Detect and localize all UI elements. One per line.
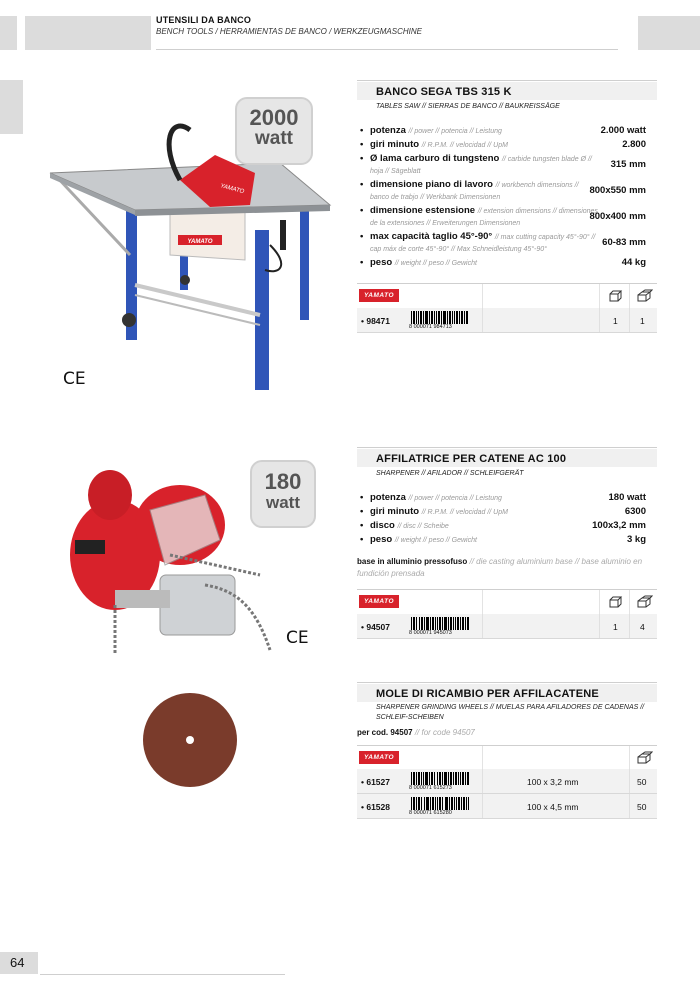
spec-alt: // power // potencia // Leistung bbox=[408, 128, 502, 135]
spec-alt: // extension dimensions // dimensiones de la extensiones // Erweiterungen Dimensionen bbox=[370, 208, 598, 227]
carton-icon bbox=[636, 595, 653, 609]
spec-alt: // weight // peso // Gewicht bbox=[394, 537, 477, 544]
brand-bar bbox=[357, 589, 657, 615]
spec-row: • giri minuto // R.P.M. // velocidad // UpM 6300 bbox=[360, 506, 646, 517]
svg-text:YAMATO: YAMATO bbox=[219, 183, 245, 196]
spec-label: peso bbox=[370, 257, 393, 268]
barcode-number: 8 000071 945073 bbox=[409, 630, 452, 636]
header-divider bbox=[156, 49, 618, 50]
carton-qty: 50 bbox=[637, 777, 647, 787]
table-row bbox=[357, 308, 657, 333]
note-bold: base in alluminio pressofuso bbox=[357, 557, 468, 566]
compatibility-note bbox=[357, 727, 653, 739]
header-left-tab bbox=[0, 16, 17, 50]
spec-row: • Ø lama carburo di tungsteno // carbide tungsten blade Ø // hoja // Sägeblatt 315 mm bbox=[360, 153, 646, 175]
spec-alt: // disc // Scheibe bbox=[397, 523, 449, 530]
spec-value: 315 mm bbox=[610, 159, 646, 170]
ce-mark: CE bbox=[63, 369, 86, 389]
spec-value: 180 watt bbox=[608, 492, 646, 503]
note-bold: per cod. 94507 bbox=[357, 728, 413, 737]
product-code: • 98471 bbox=[361, 316, 390, 326]
spec-alt: // carbide tungsten blade Ø // hoja // Sägeblatt bbox=[370, 156, 592, 175]
spec-value: 2.000 watt bbox=[600, 125, 646, 136]
spec-value: 3 kg bbox=[626, 534, 646, 545]
spec-label: peso bbox=[370, 534, 393, 545]
svg-text:YAMATO: YAMATO bbox=[187, 239, 213, 245]
spec-label: giri minuto bbox=[370, 506, 420, 517]
spec-label: potenza bbox=[370, 125, 406, 136]
power-badge bbox=[235, 97, 313, 165]
product-code: • 94507 bbox=[361, 622, 390, 632]
spec-label: dimensione estensione bbox=[370, 205, 476, 216]
product-subtitle: TABLES SAW // SIERRAS DE BANCO // BAUKREISSÄGE bbox=[376, 103, 560, 110]
product-subtitle: SHARPENER GRINDING WHEELS // MUELAS PARA AFILADORES DE CADENAS // SCHLEIF-SCHEIBEN bbox=[376, 704, 645, 721]
badge-value: 180 bbox=[264, 469, 302, 494]
product-title: AFFILATRICE PER CATENE AC 100 bbox=[376, 453, 567, 465]
pack-qty: 1 bbox=[613, 622, 618, 632]
box-icon bbox=[608, 595, 624, 609]
grinding-wheel-image bbox=[140, 692, 240, 792]
product-code: • 61527 bbox=[361, 777, 390, 787]
brand-logo: YAMATO bbox=[359, 751, 399, 764]
spec-alt: // weight // peso // Gewicht bbox=[394, 260, 477, 267]
pack-qty: 1 bbox=[613, 316, 618, 326]
carton-qty: 4 bbox=[640, 622, 645, 632]
spec-label: max capacità taglio 45°-90° bbox=[370, 231, 493, 242]
spec-alt: // R.P.M. // velocidad // UpM bbox=[421, 509, 508, 516]
box-icon bbox=[608, 289, 624, 303]
spec-row: • potenza // power // potencia // Leistung 180 watt bbox=[360, 492, 646, 503]
saw-leg bbox=[300, 210, 309, 320]
spec-value: 2.800 bbox=[622, 139, 646, 150]
spec-row: • dimensione piano di lavoro // workbench dimensions // banco de trabjo // Werkbank Dimensionen 800x550 mm bbox=[360, 179, 646, 201]
section-divider bbox=[357, 682, 657, 683]
badge-value: 2000 bbox=[249, 105, 299, 130]
spec-row: • peso // weight // peso // Gewicht 3 kg bbox=[360, 534, 646, 545]
note-alt: // for code 94507 bbox=[412, 728, 475, 737]
wheel-size: 100 x 4,5 mm bbox=[527, 802, 579, 812]
spec-value: 800x400 mm bbox=[589, 211, 646, 222]
spec-alt: // power // potencia // Leistung bbox=[408, 495, 502, 502]
badge-unit: watt bbox=[266, 493, 300, 512]
page-number: 64 bbox=[0, 952, 38, 974]
ce-mark: CE bbox=[286, 628, 309, 648]
brand-bar bbox=[357, 745, 657, 771]
spec-alt: // R.P.M. // velocidad // UpM bbox=[421, 142, 508, 149]
spec-label: potenza bbox=[370, 492, 406, 503]
spec-value: 60-83 mm bbox=[602, 237, 646, 248]
table-row bbox=[357, 614, 657, 639]
saw-leg bbox=[255, 230, 269, 390]
carton-qty: 50 bbox=[637, 802, 647, 812]
spec-row: • max capacità taglio 45°-90° // max cutting capacity 45°-90° // cap máx de corte 45°-90° // Max Schneidleistung 45°-90° 60-83 mm bbox=[360, 231, 646, 253]
spec-row: • dimensione estensione // extension dimensions // dimensiones de la extensiones // Erweiterungen Dimensionen 800x400 mm bbox=[360, 205, 646, 227]
spec-alt: // max cutting capacity 45°-90° // cap máx de corte 45°-90° // Max Schneidleistung 45°-90° bbox=[370, 234, 596, 253]
spec-value: 6300 bbox=[624, 506, 646, 517]
table-row bbox=[357, 769, 657, 794]
carton-icon bbox=[636, 751, 653, 765]
product-title: BANCO SEGA TBS 315 K bbox=[376, 86, 512, 98]
product-code: • 61528 bbox=[361, 802, 390, 812]
material-note bbox=[357, 556, 653, 580]
spec-label: dimensione piano di lavoro bbox=[370, 179, 493, 190]
section-divider bbox=[357, 80, 657, 81]
spec-value: 800x550 mm bbox=[589, 185, 646, 196]
section-title: UTENSILI DA BANCO bbox=[156, 15, 252, 25]
table-row bbox=[357, 794, 657, 819]
product-title: MOLE DI RICAMBIO PER AFFILACATENE bbox=[376, 688, 599, 700]
badge-unit: watt bbox=[255, 128, 293, 149]
section-divider bbox=[357, 447, 657, 448]
spec-row: • giri minuto // R.P.M. // velocidad // UpM 2.800 bbox=[360, 139, 646, 150]
spec-row: • potenza // power // potencia // Leistung 2.000 watt bbox=[360, 125, 646, 136]
barcode-number: 8 000071 615273 bbox=[409, 785, 452, 791]
section-subtitle: BENCH TOOLS / HERRAMIENTAS DE BANCO / WERKZEUGMASCHINE bbox=[156, 27, 422, 36]
spec-row: • peso // weight // peso // Gewicht 44 kg bbox=[360, 257, 646, 268]
carton-qty: 1 bbox=[640, 316, 645, 326]
power-badge bbox=[250, 460, 316, 528]
brand-logo: YAMATO bbox=[359, 595, 399, 608]
spec-label: Ø lama carburo di tungsteno bbox=[370, 153, 500, 164]
spec-value: 100x3,2 mm bbox=[592, 520, 646, 531]
product-subtitle: SHARPENER // AFILADOR // SCHLEIFGERÄT bbox=[376, 470, 524, 477]
spec-row: • disco // disc // Scheibe 100x3,2 mm bbox=[360, 520, 646, 531]
footer-divider bbox=[40, 974, 285, 975]
spec-label: giri minuto bbox=[370, 139, 420, 150]
spec-label: disco bbox=[370, 520, 395, 531]
spec-alt: // workbench dimensions // banco de trabjo // Werkbank Dimensionen bbox=[370, 182, 579, 201]
barcode-number: 8 000071 984713 bbox=[409, 324, 452, 330]
brand-bar bbox=[357, 283, 657, 309]
side-gray-tab bbox=[0, 80, 23, 134]
note-alt: // die casting aluminium base // base aluminio en fundición prensada bbox=[357, 557, 643, 578]
header-right-tab bbox=[638, 16, 700, 50]
header-gray-block bbox=[25, 16, 151, 50]
barcode-number: 8 000071 615280 bbox=[409, 810, 452, 816]
spec-value: 44 kg bbox=[621, 257, 646, 268]
brand-logo: YAMATO bbox=[359, 289, 399, 302]
carton-icon bbox=[636, 289, 653, 303]
wheel-size: 100 x 3,2 mm bbox=[527, 777, 579, 787]
